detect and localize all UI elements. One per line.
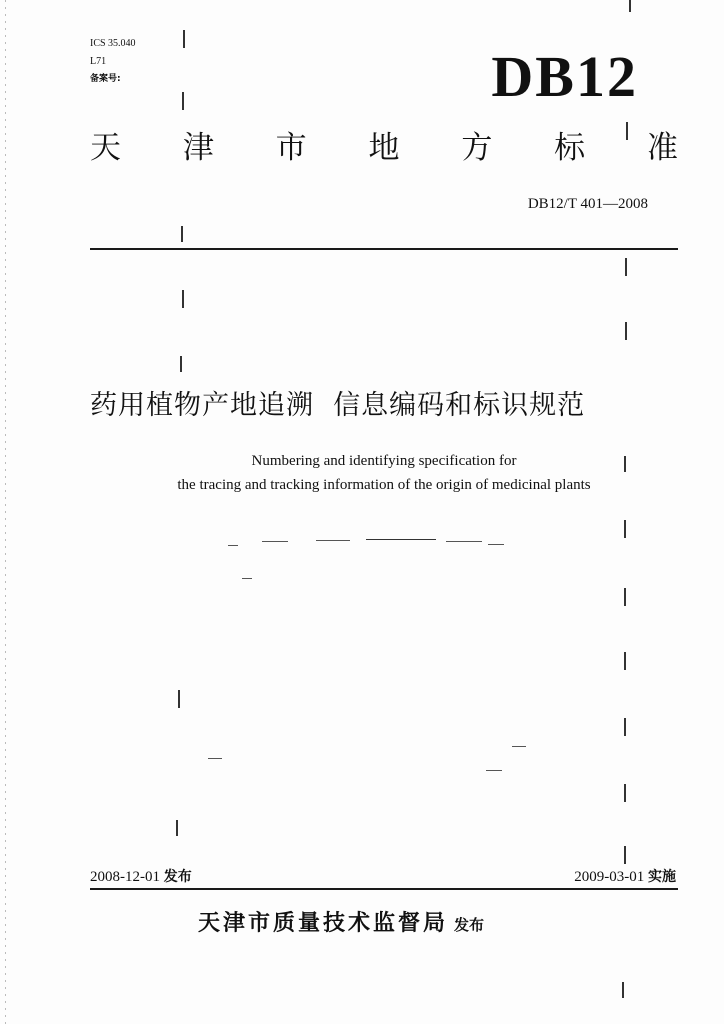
standard-code: DB12: [491, 44, 638, 109]
scan-speck: [512, 746, 526, 747]
scan-mark: [624, 652, 626, 670]
footer-divider: [90, 888, 678, 890]
implement-date: [574, 866, 676, 886]
issuing-authority-name: 天津市质量技术监督局: [198, 911, 449, 936]
scan-mark: [626, 122, 628, 140]
standard-type-char: 方: [461, 130, 493, 166]
scan-speck: [488, 544, 504, 545]
scan-mark: [178, 690, 180, 708]
implement-date-value: 2009-03-01: [574, 869, 645, 885]
scan-mark: [624, 846, 626, 864]
publish-date-value: 2008-12-01: [90, 869, 160, 885]
scan-mark: [624, 520, 626, 538]
scan-mark: [629, 0, 631, 12]
standard-number: DB12/T 401—2008: [527, 196, 648, 212]
scan-speck: [262, 541, 288, 542]
standard-type-char: 天: [90, 130, 121, 166]
ccs-code: L71: [90, 56, 107, 67]
implement-date-label: 实施: [648, 869, 676, 885]
scan-mark: [180, 356, 182, 372]
scan-mark: [624, 784, 626, 802]
ics-code: ICS 35.040: [90, 38, 136, 49]
scan-speck: [446, 541, 482, 542]
scan-mark: [624, 588, 626, 606]
scan-speck: [366, 539, 436, 540]
scan-speck: [316, 540, 350, 541]
filing-number-label: 备案号:: [90, 74, 121, 84]
scan-mark: [624, 718, 626, 736]
scan-mark: [622, 982, 624, 998]
scan-edge-dots: [5, 0, 6, 1024]
scan-mark: [183, 30, 185, 48]
issuing-authority: [198, 907, 484, 942]
publish-date-label: 发布: [163, 869, 192, 885]
header-divider: [90, 248, 678, 250]
issuing-authority-action: 发布: [454, 916, 485, 934]
scan-mark: [182, 290, 184, 308]
scan-mark: [625, 322, 627, 340]
scan-speck: [208, 758, 222, 759]
scan-mark: [625, 258, 627, 276]
scan-speck: [228, 545, 238, 546]
scan-mark: [176, 820, 178, 836]
standard-type-heading: [90, 128, 678, 168]
standard-type-char: 津: [182, 130, 214, 166]
scan-mark: [181, 226, 183, 242]
document-title-chinese: 药用植物产地追溯 信息编码和标识规范: [90, 390, 586, 421]
scan-speck: [486, 770, 502, 771]
document-title-english-line1: Numbering and identifying specification for: [251, 453, 517, 469]
standard-type-char: 标: [554, 130, 586, 166]
standard-type-char: 准: [646, 130, 678, 166]
standard-type-char: 市: [275, 130, 307, 166]
standard-type-char: 地: [368, 130, 400, 166]
scan-mark: [182, 92, 184, 110]
document-title-english-line2: the tracing and tracking information of the origin of medicinal plants: [177, 477, 591, 493]
publish-date: [90, 866, 192, 886]
scan-mark: [624, 456, 626, 472]
scan-speck: [242, 578, 252, 579]
